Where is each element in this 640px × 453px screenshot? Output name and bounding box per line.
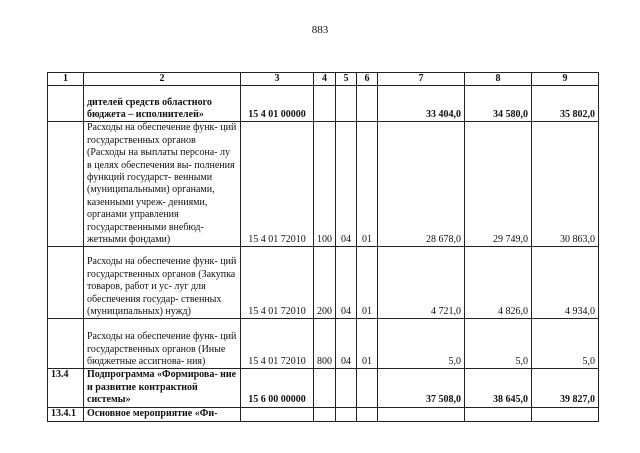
table-row [48,86,599,122]
row-value-7: 4 721,0 [378,247,465,319]
header-cell: 9 [532,73,599,86]
header-cell: 3 [241,73,314,86]
row-value-7: 5,0 [378,319,465,369]
row-col6: 01 [357,122,378,247]
row-number [48,86,84,122]
row-value-7: 33 404,0 [378,86,465,122]
row-description: Расходы на обеспечение функ- ций государственных органов (Закупка товаров, работ и ус- луг для обеспечения государ- ственных (муниципальных) нужд) [84,247,241,319]
row-number [48,247,84,319]
row-col5 [336,86,357,122]
row-description: дителей средств областного бюджета – исполнителей» [84,86,241,122]
row-col4 [314,407,336,421]
table-row [48,247,599,319]
header-cell: 7 [378,73,465,86]
header-cell: 1 [48,73,84,86]
row-col6 [357,369,378,407]
row-value-9: 5,0 [532,319,599,369]
row-col5: 04 [336,247,357,319]
row-number [48,319,84,369]
row-value-9: 4 934,0 [532,247,599,319]
row-col4: 800 [314,319,336,369]
row-col4 [314,369,336,407]
row-value-8: 5,0 [465,319,532,369]
header-cell: 5 [336,73,357,86]
row-description: Подпрограмма «Формирова- ние и развитие контрактной системы» [84,369,241,407]
table-row [48,122,599,247]
header-cell: 8 [465,73,532,86]
row-value-7: 28 678,0 [378,122,465,247]
row-col6: 01 [357,319,378,369]
table-row [48,407,599,421]
header-cell: 4 [314,73,336,86]
row-code [241,407,314,421]
row-code: 15 4 01 72010 [241,247,314,319]
table-header-row [48,73,599,86]
row-value-8: 34 580,0 [465,86,532,122]
row-value-9 [532,407,599,421]
row-value-7 [378,407,465,421]
budget-table [47,72,599,422]
row-number [48,122,84,247]
page-number: 883 [311,24,329,36]
row-value-9: 30 863,0 [532,122,599,247]
row-col4: 100 [314,122,336,247]
row-col5 [336,407,357,421]
table-row [48,319,599,369]
row-code: 15 4 01 00000 [241,86,314,122]
row-code: 15 4 01 72010 [241,319,314,369]
row-value-7: 37 508,0 [378,369,465,407]
row-number: 13.4 [48,369,84,407]
row-value-8: 38 645,0 [465,369,532,407]
row-col5: 04 [336,319,357,369]
header-cell: 6 [357,73,378,86]
row-code: 15 6 00 00000 [241,369,314,407]
row-description: Расходы на обеспечение функ- ций государственных органов (Иные бюджетные ассигнова- ния) [84,319,241,369]
row-value-8 [465,407,532,421]
row-value-8: 29 749,0 [465,122,532,247]
row-col4: 200 [314,247,336,319]
row-col5 [336,369,357,407]
row-value-9: 35 802,0 [532,86,599,122]
row-col6: 01 [357,247,378,319]
row-col4 [314,86,336,122]
header-cell: 2 [84,73,241,86]
table-row [48,369,599,407]
row-description: Основное мероприятие «Фи- [84,407,241,421]
row-col6 [357,86,378,122]
row-value-9: 39 827,0 [532,369,599,407]
row-col6 [357,407,378,421]
row-col5: 04 [336,122,357,247]
row-description: Расходы на обеспечение функ- ций государственных органов (Расходы на выплаты персона- лу в целях обеспечения вы- полнения функций государст- венными (муниципальными) органами, казенными учреж- дениями, органами управления государственными внебюд- жетными фондами) [84,122,241,247]
row-code: 15 4 01 72010 [241,122,314,247]
row-value-8: 4 826,0 [465,247,532,319]
row-number: 13.4.1 [48,407,84,421]
